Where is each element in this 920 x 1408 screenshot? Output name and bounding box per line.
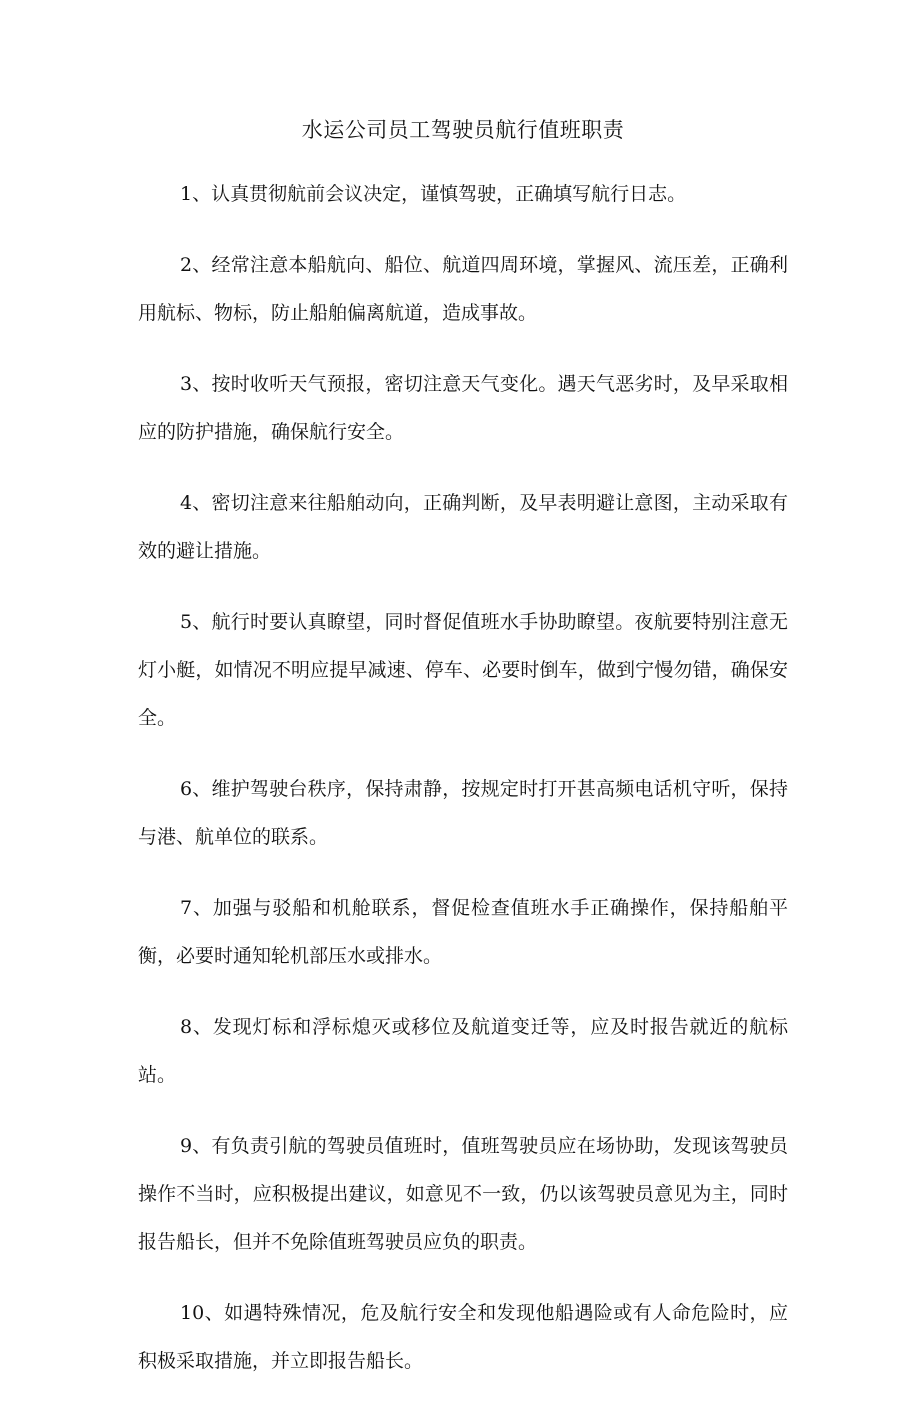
clause-10: 10、如遇特殊情况，危及航行安全和发现他船遇险或有人命危险时，应积极采取措施，并立即报告船长。: [138, 1302, 788, 1372]
clause-3: 3、按时收听天气预报，密切注意天气变化。遇天气恶劣时，及早采取相应的防护措施，确保航行安全。: [138, 373, 788, 443]
document-title: 水运公司员工驾驶员航行值班职责: [301, 118, 625, 142]
clause-6: 6、维护驾驶台秩序，保持肃静，按规定时打开甚高频电话机守听，保持与港、航单位的联系。: [138, 778, 788, 848]
clause-1: 1、认真贯彻航前会议决定，谨慎驾驶，正确填写航行日志。: [180, 183, 687, 205]
clause-7: 7、加强与驳船和机舱联系，督促检查值班水手正确操作，保持船舶平衡，必要时通知轮机部压水或排水。: [138, 897, 788, 967]
clause-5: 5、航行时要认真瞭望，同时督促值班水手协助瞭望。夜航要特别注意无灯小艇，如情况不明应提早减速、停车、必要时倒车，做到宁慢勿错，确保安全。: [138, 611, 788, 729]
clause-4: 4、密切注意来往船舶动向，正确判断，及早表明避让意图，主动采取有效的避让措施。: [138, 492, 788, 562]
clause-9: 9、有负责引航的驾驶员值班时，值班驾驶员应在场协助，发现该驾驶员操作不当时，应积极提出建议，如意见不一致，仍以该驾驶员意见为主，同时报告船长，但并不免除值班驾驶员应负的职责。: [138, 1135, 788, 1253]
document-page: [138, 112, 788, 1408]
clause-8: 8、发现灯标和浮标熄灭或移位及航道变迁等，应及时报告就近的航标站。: [138, 1016, 788, 1086]
clause-2: 2、经常注意本船航向、船位、航道四周环境，掌握风、流压差，正确利用航标、物标，防止船舶偏离航道，造成事故。: [138, 254, 788, 324]
